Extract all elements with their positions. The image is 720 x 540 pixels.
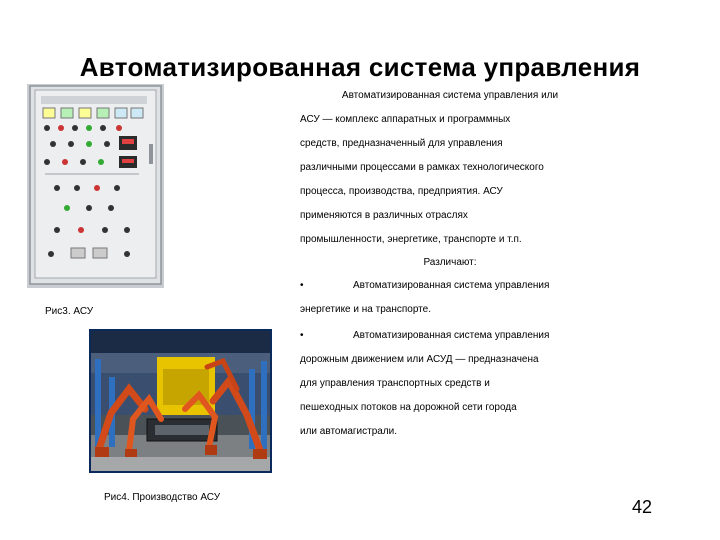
- paragraph-line: Автоматизированная система управления или: [341, 90, 559, 101]
- paragraph-line: различными процессами в рамках технологического: [300, 162, 544, 173]
- bullet-marker: •: [300, 330, 304, 341]
- bullet-2-line: дорожным движением или АСУД — предназначена: [300, 354, 539, 365]
- paragraph-line: промышленности, энергетике, транспорте и т.п.: [300, 234, 522, 245]
- paragraph-line: АСУ — комплекс аппаратных и программных: [300, 114, 511, 125]
- bullet-2-line: для управления транспортных средств и: [300, 378, 490, 389]
- bullet-1-line: энергетике и на транспорте.: [300, 304, 431, 315]
- bullet-1-line: Автоматизированная система управления: [353, 280, 550, 291]
- paragraph-line: применяются в различных отраслях: [300, 210, 468, 221]
- production-line-image: [89, 329, 272, 473]
- page-number: 42: [632, 497, 653, 517]
- control-cabinet-image: [27, 84, 164, 288]
- bullet-2-line: пешеходных потоков на дорожной сети города: [300, 402, 517, 413]
- bullet-2-line: Автоматизированная система управления: [353, 330, 550, 341]
- figure-3-caption: Рис3. АСУ: [45, 306, 94, 317]
- paragraph-line: средств, предназначенный для управления: [300, 138, 503, 149]
- slide-title: Автоматизированная система управления: [79, 52, 641, 82]
- bullet-2-line: или автомагистрали.: [300, 426, 398, 437]
- paragraph-line: процесса, производства, предприятия. АСУ: [300, 186, 503, 197]
- bullet-marker: •: [300, 280, 304, 291]
- figure-4-caption: Рис4. Производство АСУ: [104, 492, 221, 503]
- distinguish-label: Различают:: [423, 257, 477, 268]
